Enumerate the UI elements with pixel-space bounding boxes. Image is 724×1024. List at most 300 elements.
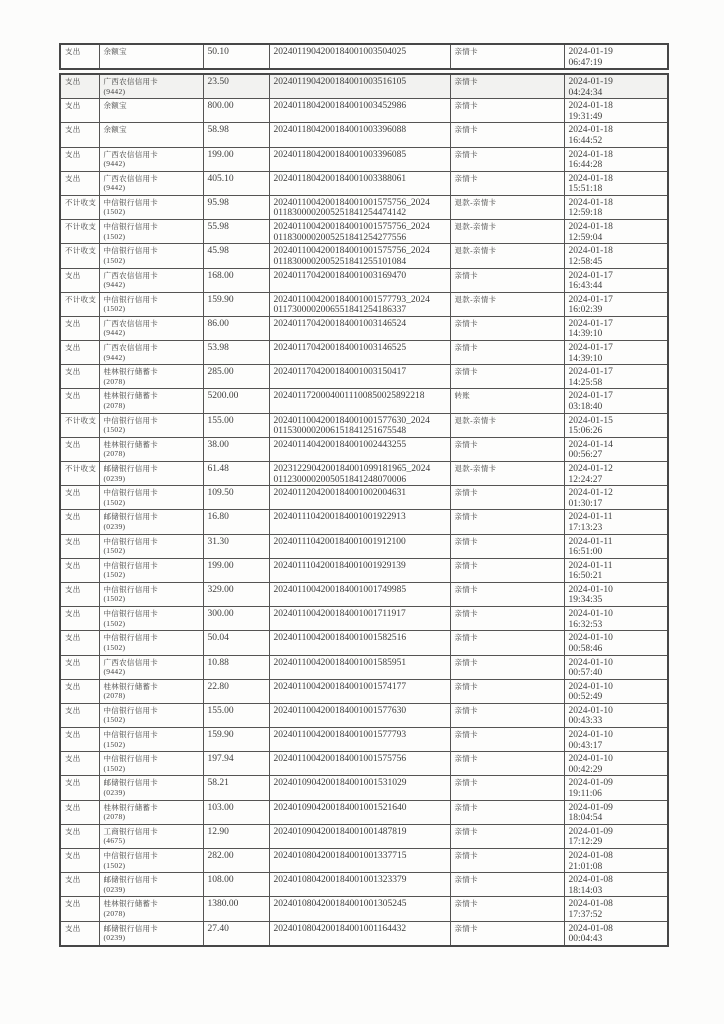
account-cell: 中信银行信用卡 (1502) bbox=[99, 752, 203, 776]
datetime-cell: 2024-01-10 00:52:49 bbox=[564, 679, 668, 703]
transaction-id-line: 2024011004200184001001575756_2024 bbox=[273, 222, 430, 233]
amount-cell: 27.40 bbox=[203, 921, 269, 946]
transaction-id-cell bbox=[269, 99, 450, 123]
transaction-type-cell: 退款-亲情卡 bbox=[450, 244, 564, 268]
category-cell: 支出 bbox=[60, 558, 99, 582]
transaction-type-cell: 退款-亲情卡 bbox=[450, 195, 564, 219]
transaction-type-cell: 亲情卡 bbox=[450, 558, 564, 582]
transaction-id-line: 2024011804200184001003452986 bbox=[273, 101, 407, 112]
amount-cell: 16.80 bbox=[203, 510, 269, 534]
transaction-type-cell: 亲情卡 bbox=[450, 728, 564, 752]
transaction-id-cell bbox=[269, 921, 450, 946]
datetime-cell: 2024-01-14 00:56:27 bbox=[564, 437, 668, 461]
datetime-cell: 2024-01-17 16:02:39 bbox=[564, 292, 668, 316]
account-cell: 中信银行信用卡 (1502) bbox=[99, 631, 203, 655]
table-row bbox=[60, 558, 668, 582]
account-cell: 中信银行信用卡 (1502) bbox=[99, 244, 203, 268]
transaction-type-cell: 亲情卡 bbox=[450, 897, 564, 921]
table-row bbox=[60, 703, 668, 727]
transaction-id-cell bbox=[269, 437, 450, 461]
table-row bbox=[60, 752, 668, 776]
transaction-type-cell: 亲情卡 bbox=[450, 44, 564, 69]
transaction-id-cell bbox=[269, 655, 450, 679]
transaction-id-line: 2024011004200184001001749985 bbox=[273, 584, 407, 595]
transaction-id-cell bbox=[269, 897, 450, 921]
account-cell: 中信银行信用卡 (1502) bbox=[99, 195, 203, 219]
category-cell: 支出 bbox=[60, 849, 99, 873]
amount-cell: 159.90 bbox=[203, 292, 269, 316]
account-cell: 中信银行信用卡 (1502) bbox=[99, 849, 203, 873]
transaction-id-line: 2024011004200184001001575756_2024 bbox=[273, 197, 430, 208]
amount-cell: 282.00 bbox=[203, 849, 269, 873]
transaction-id-line: 2024011804200184001003388061 bbox=[273, 173, 407, 184]
category-cell: 支出 bbox=[60, 74, 99, 99]
transaction-id-cell bbox=[269, 292, 450, 316]
transaction-id-cell bbox=[269, 824, 450, 848]
transaction-id-line: 2024011204200184001002004631 bbox=[273, 488, 407, 499]
transaction-id-cell bbox=[269, 607, 450, 631]
transaction-type-cell: 亲情卡 bbox=[450, 752, 564, 776]
table-row bbox=[60, 510, 668, 534]
account-cell: 广西农信信用卡 (9442) bbox=[99, 341, 203, 365]
amount-cell: 155.00 bbox=[203, 413, 269, 437]
account-cell: 中信银行信用卡 (1502) bbox=[99, 292, 203, 316]
account-cell: 邮储银行信用卡 (0239) bbox=[99, 510, 203, 534]
amount-cell: 199.00 bbox=[203, 147, 269, 171]
transaction-id-line: 2024010804200184001001337715 bbox=[273, 851, 407, 861]
category-cell: 支出 bbox=[60, 99, 99, 123]
amount-cell: 103.00 bbox=[203, 800, 269, 824]
table-row bbox=[60, 74, 668, 99]
transaction-id-line: 0112300002005051841248070006 bbox=[273, 474, 407, 485]
transaction-type-cell: 亲情卡 bbox=[450, 268, 564, 292]
category-cell: 支出 bbox=[60, 268, 99, 292]
table-row bbox=[60, 171, 668, 195]
transaction-id-line: 2024011004200184001001585951 bbox=[273, 657, 407, 668]
transaction-id-line: 0118300002005251841254277556 bbox=[273, 232, 407, 243]
transaction-id-line: 2024011704200184001003146524 bbox=[273, 318, 407, 329]
transaction-id-cell bbox=[269, 389, 450, 413]
transaction-id-line: 2024011004200184001001577793 bbox=[273, 730, 407, 741]
transaction-id-cell bbox=[269, 462, 450, 486]
account-cell: 邮储银行信用卡 (0239) bbox=[99, 921, 203, 946]
transaction-id-line: 0118300002005251841255101084 bbox=[273, 256, 407, 267]
category-cell: 不计收支 bbox=[60, 195, 99, 219]
transaction-id-cell bbox=[269, 510, 450, 534]
transaction-id-cell bbox=[269, 631, 450, 655]
category-cell: 支出 bbox=[60, 655, 99, 679]
datetime-cell: 2024-01-19 04:24:34 bbox=[564, 74, 668, 99]
transaction-type-cell: 亲情卡 bbox=[450, 341, 564, 365]
table-row bbox=[60, 413, 668, 437]
transaction-id-line: 2024011904200184001003516105 bbox=[273, 77, 407, 87]
account-cell: 中信银行信用卡 (1502) bbox=[99, 534, 203, 558]
account-cell: 桂林银行储蓄卡 (2078) bbox=[99, 389, 203, 413]
datetime-cell: 2024-01-18 16:44:52 bbox=[564, 123, 668, 147]
transaction-type-cell: 亲情卡 bbox=[450, 99, 564, 123]
transaction-type-cell: 退款-亲情卡 bbox=[450, 462, 564, 486]
table-row bbox=[60, 800, 668, 824]
table-row bbox=[60, 99, 668, 123]
category-cell: 支出 bbox=[60, 873, 99, 897]
account-cell: 中信银行信用卡 (1502) bbox=[99, 582, 203, 606]
transaction-id-cell bbox=[269, 776, 450, 800]
transaction-id-line: 0117300002006551841254186337 bbox=[273, 305, 407, 316]
transaction-type-cell: 亲情卡 bbox=[450, 582, 564, 606]
transaction-id-line: 2024011104200184001001922913 bbox=[273, 512, 406, 523]
transaction-type-cell: 亲情卡 bbox=[450, 849, 564, 873]
transaction-type-cell: 退款-亲情卡 bbox=[450, 413, 564, 437]
datetime-cell: 2024-01-15 15:06:26 bbox=[564, 413, 668, 437]
table-row bbox=[60, 679, 668, 703]
transaction-id-cell bbox=[269, 534, 450, 558]
transactions-table-fragment-top bbox=[59, 43, 669, 70]
category-cell: 支出 bbox=[60, 582, 99, 606]
amount-cell: 22.80 bbox=[203, 679, 269, 703]
table-row bbox=[60, 728, 668, 752]
account-cell: 余额宝 bbox=[99, 99, 203, 123]
transaction-id-cell bbox=[269, 316, 450, 340]
amount-cell: 108.00 bbox=[203, 873, 269, 897]
transaction-id-line: 2024010904200184001001521640 bbox=[273, 802, 407, 813]
transaction-id-line: 2024011104200184001001912100 bbox=[273, 536, 406, 547]
transactions-table-fragment-main bbox=[59, 73, 669, 947]
datetime-cell: 2024-01-17 14:39:10 bbox=[564, 341, 668, 365]
amount-cell: 109.50 bbox=[203, 486, 269, 510]
account-cell: 邮储银行信用卡 (0239) bbox=[99, 776, 203, 800]
table-row bbox=[60, 897, 668, 921]
account-cell: 中信银行信用卡 (1502) bbox=[99, 220, 203, 244]
transaction-id-cell bbox=[269, 44, 450, 69]
category-cell: 支出 bbox=[60, 800, 99, 824]
table-row bbox=[60, 244, 668, 268]
category-cell: 支出 bbox=[60, 728, 99, 752]
transaction-id-cell bbox=[269, 873, 450, 897]
datetime-cell: 2024-01-17 16:43:44 bbox=[564, 268, 668, 292]
datetime-cell: 2024-01-11 16:50:21 bbox=[564, 558, 668, 582]
category-cell: 支出 bbox=[60, 703, 99, 727]
table-row bbox=[60, 631, 668, 655]
datetime-cell: 2024-01-11 17:13:23 bbox=[564, 510, 668, 534]
account-cell: 邮储银行信用卡 (0239) bbox=[99, 462, 203, 486]
transaction-id-cell bbox=[269, 728, 450, 752]
account-cell: 中信银行信用卡 (1502) bbox=[99, 703, 203, 727]
account-cell: 广西农信信用卡 (9442) bbox=[99, 74, 203, 99]
transaction-type-cell: 亲情卡 bbox=[450, 171, 564, 195]
transaction-id-line: 2024011004200184001001575756 bbox=[273, 754, 407, 765]
amount-cell: 53.98 bbox=[203, 341, 269, 365]
transaction-id-line: 2024011004200184001001711917 bbox=[273, 609, 406, 620]
transaction-id-line: 2024011704200184001003146525 bbox=[273, 343, 407, 354]
amount-cell: 5200.00 bbox=[203, 389, 269, 413]
account-cell: 广西农信信用卡 (9442) bbox=[99, 171, 203, 195]
account-cell: 中信银行信用卡 (1502) bbox=[99, 558, 203, 582]
category-cell: 支出 bbox=[60, 147, 99, 171]
amount-cell: 199.00 bbox=[203, 558, 269, 582]
category-cell: 支出 bbox=[60, 44, 99, 69]
category-cell: 支出 bbox=[60, 776, 99, 800]
transaction-id-cell bbox=[269, 123, 450, 147]
transaction-id-line: 2024010904200184001001487819 bbox=[273, 826, 407, 837]
transaction-id-line: 2024010804200184001001164432 bbox=[273, 923, 407, 934]
transaction-type-cell: 亲情卡 bbox=[450, 316, 564, 340]
transaction-id-cell bbox=[269, 849, 450, 873]
amount-cell: 405.10 bbox=[203, 171, 269, 195]
transaction-type-cell: 亲情卡 bbox=[450, 486, 564, 510]
transaction-id-line: 2024010804200184001001323379 bbox=[273, 875, 407, 886]
amount-cell: 61.48 bbox=[203, 462, 269, 486]
account-cell: 中信银行信用卡 (1502) bbox=[99, 607, 203, 631]
datetime-cell: 2024-01-10 00:43:17 bbox=[564, 728, 668, 752]
transaction-id-line: 2024011004200184001001582516 bbox=[273, 633, 407, 644]
account-cell: 广西农信信用卡 (9442) bbox=[99, 655, 203, 679]
amount-cell: 800.00 bbox=[203, 99, 269, 123]
transaction-id-cell bbox=[269, 582, 450, 606]
amount-cell: 10.88 bbox=[203, 655, 269, 679]
account-cell: 余额宝 bbox=[99, 123, 203, 147]
account-cell: 中信银行信用卡 (1502) bbox=[99, 486, 203, 510]
datetime-cell: 2024-01-18 16:44:28 bbox=[564, 147, 668, 171]
datetime-cell: 2024-01-18 12:59:18 bbox=[564, 195, 668, 219]
amount-cell: 197.94 bbox=[203, 752, 269, 776]
transaction-id-line: 2024011704200184001003150417 bbox=[273, 367, 407, 378]
datetime-cell: 2024-01-09 18:04:54 bbox=[564, 800, 668, 824]
account-cell: 桂林银行储蓄卡 (2078) bbox=[99, 679, 203, 703]
table-row bbox=[60, 292, 668, 316]
transaction-type-cell: 亲情卡 bbox=[450, 147, 564, 171]
category-cell: 支出 bbox=[60, 510, 99, 534]
amount-cell: 300.00 bbox=[203, 607, 269, 631]
transaction-id-cell bbox=[269, 558, 450, 582]
transaction-type-cell: 亲情卡 bbox=[450, 365, 564, 389]
transaction-type-cell: 亲情卡 bbox=[450, 123, 564, 147]
category-cell: 支出 bbox=[60, 534, 99, 558]
amount-cell: 50.10 bbox=[203, 44, 269, 69]
amount-cell: 50.04 bbox=[203, 631, 269, 655]
datetime-cell: 2024-01-18 15:51:18 bbox=[564, 171, 668, 195]
transaction-id-line: 2024011004200184001001574177 bbox=[273, 681, 407, 692]
datetime-cell: 2024-01-12 01:30:17 bbox=[564, 486, 668, 510]
category-cell: 支出 bbox=[60, 437, 99, 461]
datetime-cell: 2024-01-11 16:51:00 bbox=[564, 534, 668, 558]
datetime-cell: 2024-01-18 19:31:49 bbox=[564, 99, 668, 123]
transaction-id-line: 2024011004200184001001577793_2024 bbox=[273, 294, 430, 305]
transaction-type-cell: 亲情卡 bbox=[450, 655, 564, 679]
table-row bbox=[60, 462, 668, 486]
transaction-type-cell: 退款-亲情卡 bbox=[450, 220, 564, 244]
amount-cell: 55.98 bbox=[203, 220, 269, 244]
transaction-type-cell: 亲情卡 bbox=[450, 607, 564, 631]
amount-cell: 285.00 bbox=[203, 365, 269, 389]
table-row bbox=[60, 824, 668, 848]
account-cell: 广西农信信用卡 (9442) bbox=[99, 316, 203, 340]
datetime-cell: 2024-01-09 17:12:29 bbox=[564, 824, 668, 848]
amount-cell: 45.98 bbox=[203, 244, 269, 268]
table-row bbox=[60, 776, 668, 800]
amount-cell: 159.90 bbox=[203, 728, 269, 752]
amount-cell: 58.21 bbox=[203, 776, 269, 800]
table-row bbox=[60, 220, 668, 244]
transaction-type-cell: 亲情卡 bbox=[450, 824, 564, 848]
datetime-cell: 2024-01-17 14:25:58 bbox=[564, 365, 668, 389]
transaction-id-line: 2024010904200184001001531029 bbox=[273, 778, 407, 789]
table-row bbox=[60, 534, 668, 558]
amount-cell: 329.00 bbox=[203, 582, 269, 606]
transaction-type-cell: 亲情卡 bbox=[450, 800, 564, 824]
transaction-type-cell: 亲情卡 bbox=[450, 873, 564, 897]
transaction-id-line: 2024011004200184001001577630 bbox=[273, 705, 407, 716]
transaction-type-cell: 亲情卡 bbox=[450, 679, 564, 703]
transaction-type-cell: 转账 bbox=[450, 389, 564, 413]
transaction-id-cell bbox=[269, 268, 450, 292]
transaction-id-cell bbox=[269, 752, 450, 776]
transaction-id-line: 2024011004200184001001575756_2024 bbox=[273, 246, 430, 257]
category-cell: 不计收支 bbox=[60, 292, 99, 316]
amount-cell: 95.98 bbox=[203, 195, 269, 219]
transaction-type-cell: 亲情卡 bbox=[450, 631, 564, 655]
amount-cell: 58.98 bbox=[203, 123, 269, 147]
transaction-id-line: 2024011004200184001001577630_2024 bbox=[273, 415, 430, 426]
amount-cell: 31.30 bbox=[203, 534, 269, 558]
category-cell: 支出 bbox=[60, 921, 99, 946]
transaction-id-cell bbox=[269, 486, 450, 510]
transaction-type-cell: 亲情卡 bbox=[450, 437, 564, 461]
datetime-cell: 2024-01-10 19:34:35 bbox=[564, 582, 668, 606]
category-cell: 支出 bbox=[60, 897, 99, 921]
datetime-cell: 2024-01-12 12:24:27 bbox=[564, 462, 668, 486]
table-row bbox=[60, 365, 668, 389]
category-cell: 支出 bbox=[60, 752, 99, 776]
table-row bbox=[60, 849, 668, 873]
transaction-id-line: 2024011904200184001003504025 bbox=[273, 47, 407, 57]
category-cell: 支出 bbox=[60, 123, 99, 147]
transaction-id-cell bbox=[269, 147, 450, 171]
category-cell: 支出 bbox=[60, 316, 99, 340]
datetime-cell: 2024-01-08 17:37:52 bbox=[564, 897, 668, 921]
datetime-cell: 2024-01-18 12:58:45 bbox=[564, 244, 668, 268]
transaction-id-line: 0115300002006151841251675548 bbox=[273, 426, 407, 437]
datetime-cell: 2024-01-17 03:18:40 bbox=[564, 389, 668, 413]
category-cell: 支出 bbox=[60, 824, 99, 848]
table-row bbox=[60, 655, 668, 679]
datetime-cell: 2024-01-10 16:32:53 bbox=[564, 607, 668, 631]
account-cell: 中信银行信用卡 (1502) bbox=[99, 728, 203, 752]
transaction-id-cell bbox=[269, 341, 450, 365]
transaction-id-line: 20240117200040011100850025892218 bbox=[273, 391, 425, 402]
table-row bbox=[60, 147, 668, 171]
amount-cell: 155.00 bbox=[203, 703, 269, 727]
category-cell: 支出 bbox=[60, 365, 99, 389]
transaction-id-cell bbox=[269, 703, 450, 727]
datetime-cell: 2024-01-10 00:42:29 bbox=[564, 752, 668, 776]
category-cell: 支出 bbox=[60, 607, 99, 631]
category-cell: 不计收支 bbox=[60, 220, 99, 244]
account-cell: 工商银行信用卡 (4675) bbox=[99, 824, 203, 848]
account-cell: 邮储银行信用卡 (0239) bbox=[99, 873, 203, 897]
transaction-type-cell: 亲情卡 bbox=[450, 776, 564, 800]
amount-cell: 23.50 bbox=[203, 74, 269, 99]
amount-cell: 168.00 bbox=[203, 268, 269, 292]
transaction-type-cell: 亲情卡 bbox=[450, 921, 564, 946]
category-cell: 不计收支 bbox=[60, 462, 99, 486]
account-cell: 余额宝 bbox=[99, 44, 203, 69]
datetime-cell: 2024-01-19 06:47:19 bbox=[564, 44, 668, 69]
transaction-id-cell bbox=[269, 679, 450, 703]
amount-cell: 12.90 bbox=[203, 824, 269, 848]
transaction-id-cell bbox=[269, 171, 450, 195]
datetime-cell: 2024-01-10 00:58:46 bbox=[564, 631, 668, 655]
category-cell: 不计收支 bbox=[60, 413, 99, 437]
datetime-cell: 2024-01-08 18:14:03 bbox=[564, 873, 668, 897]
transactions-table-wrap bbox=[59, 43, 667, 947]
account-cell: 桂林银行储蓄卡 (2078) bbox=[99, 800, 203, 824]
amount-cell: 38.00 bbox=[203, 437, 269, 461]
datetime-cell: 2024-01-08 21:01:08 bbox=[564, 849, 668, 873]
amount-cell: 1380.00 bbox=[203, 897, 269, 921]
transaction-id-line: 2024011404200184001002443255 bbox=[273, 439, 407, 450]
table-row bbox=[60, 921, 668, 946]
datetime-cell: 2024-01-18 12:59:04 bbox=[564, 220, 668, 244]
category-cell: 支出 bbox=[60, 341, 99, 365]
transaction-type-cell: 亲情卡 bbox=[450, 534, 564, 558]
table-row bbox=[60, 316, 668, 340]
transaction-type-cell: 亲情卡 bbox=[450, 703, 564, 727]
transaction-type-cell: 亲情卡 bbox=[450, 510, 564, 534]
category-cell: 支出 bbox=[60, 679, 99, 703]
transaction-type-cell: 亲情卡 bbox=[450, 74, 564, 99]
category-cell: 支出 bbox=[60, 389, 99, 413]
table-row bbox=[60, 44, 668, 69]
category-cell: 不计收支 bbox=[60, 244, 99, 268]
transaction-id-line: 2024010804200184001001305245 bbox=[273, 899, 407, 910]
account-cell: 桂林银行储蓄卡 (2078) bbox=[99, 897, 203, 921]
account-cell: 中信银行信用卡 (1502) bbox=[99, 413, 203, 437]
datetime-cell: 2024-01-17 14:39:10 bbox=[564, 316, 668, 340]
account-cell: 广西农信信用卡 (9442) bbox=[99, 268, 203, 292]
table-row bbox=[60, 582, 668, 606]
table-row bbox=[60, 268, 668, 292]
transaction-id-line: 2024011104200184001001929139 bbox=[273, 560, 406, 571]
account-cell: 桂林银行储蓄卡 (2078) bbox=[99, 365, 203, 389]
transaction-id-cell bbox=[269, 195, 450, 219]
category-cell: 支出 bbox=[60, 486, 99, 510]
transaction-id-line: 2024011704200184001003169470 bbox=[273, 270, 407, 281]
transaction-id-cell bbox=[269, 220, 450, 244]
table-row bbox=[60, 341, 668, 365]
transaction-id-cell bbox=[269, 800, 450, 824]
transaction-type-cell: 退款-亲情卡 bbox=[450, 292, 564, 316]
table-row bbox=[60, 486, 668, 510]
transaction-id-cell bbox=[269, 244, 450, 268]
account-cell: 广西农信信用卡 (9442) bbox=[99, 147, 203, 171]
transaction-id-cell bbox=[269, 365, 450, 389]
datetime-cell: 2024-01-10 00:57:40 bbox=[564, 655, 668, 679]
transaction-id-line: 0118300002005251841254474142 bbox=[273, 208, 407, 219]
category-cell: 支出 bbox=[60, 631, 99, 655]
table-row bbox=[60, 389, 668, 413]
table-row bbox=[60, 607, 668, 631]
amount-cell: 86.00 bbox=[203, 316, 269, 340]
datetime-cell: 2024-01-10 00:43:33 bbox=[564, 703, 668, 727]
transaction-id-line: 2024011804200184001003396088 bbox=[273, 125, 407, 136]
datetime-cell: 2024-01-09 19:11:06 bbox=[564, 776, 668, 800]
transaction-id-line: 2024011804200184001003396085 bbox=[273, 149, 407, 160]
table-row bbox=[60, 195, 668, 219]
table-row bbox=[60, 123, 668, 147]
transaction-id-cell bbox=[269, 413, 450, 437]
datetime-cell: 2024-01-08 00:04:43 bbox=[564, 921, 668, 946]
category-cell: 支出 bbox=[60, 171, 99, 195]
